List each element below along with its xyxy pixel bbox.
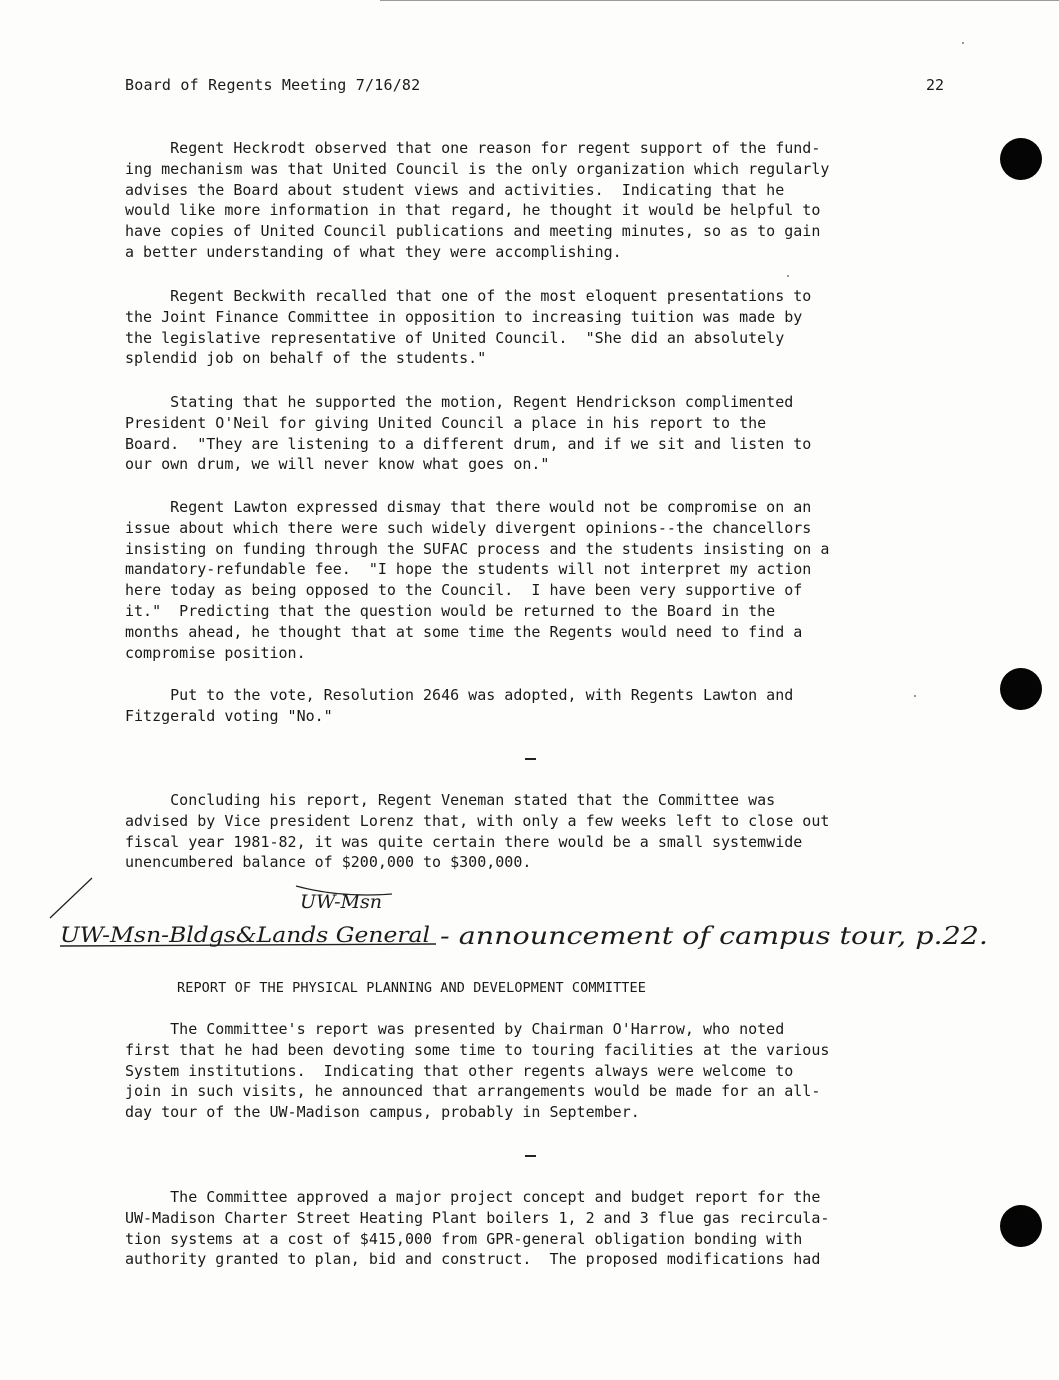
text-line: first that he had been devoting some time to touring facilities at the various (125, 1040, 830, 1059)
paragraph-veneman (125, 790, 945, 873)
text-line: fiscal year 1981-82, it was quite certain there would be a small systemwide (125, 832, 803, 851)
scan-speck (962, 42, 964, 44)
text-line: here today as being opposed to the Council. I have been very supportive of (125, 581, 803, 600)
text-line: join in such visits, he announced that arrangements would be made for an all- (125, 1082, 821, 1101)
handwritten-slash-mark (50, 878, 92, 918)
scan-speck (787, 275, 789, 277)
text-line: our own drum, we will never know what goes on." (125, 455, 550, 474)
text-line: Regent Lawton expressed dismay that there would not be compromise on an (125, 498, 812, 516)
text-line: advises the Board about student views and activities. Indicating that he (125, 180, 785, 199)
punch-hole (1000, 138, 1042, 180)
text-line: Put to the vote, Resolution 2646 was adopted, with Regents Lawton and (125, 686, 794, 704)
text-line: day tour of the UW-Madison campus, probably in September. (125, 1103, 640, 1122)
paragraph-vote (125, 685, 945, 727)
text-line: Fitzgerald voting "No." (125, 706, 333, 725)
text-line: The Committee approved a major project concept and budget report for the (125, 1188, 821, 1206)
text-line: tion systems at a cost of $415,000 from GPR-general obligation bonding with (125, 1229, 803, 1248)
text-line: The Committee's report was presented by Chairman O'Harrow, who noted (125, 1020, 785, 1038)
text-line: UW-Madison Charter Street Heating Plant boilers 1, 2 and 3 flue gas recircula- (125, 1208, 830, 1227)
text-line: would like more information in that regard, he thought it would be helpful to (125, 201, 821, 220)
punch-hole (1000, 668, 1042, 710)
section-separator-dash (525, 1155, 536, 1157)
handwritten-note-above: UW-Msn (300, 891, 383, 913)
handwritten-note-right: - announcement of campus tour, p.22. (440, 922, 988, 950)
scan-speck (914, 695, 916, 697)
page-header-title: Board of Regents Meeting 7/16/82 (125, 76, 421, 94)
text-line: the legislative representative of United Council. "She did an absolutely (125, 328, 785, 347)
text-line: splendid job on behalf of the students." (125, 349, 487, 368)
text-line: compromise position. (125, 643, 306, 662)
text-line: it." Predicting that the question would be returned to the Board in the (125, 601, 776, 620)
text-line: insisting on funding through the SUFAC process and the students insisting on a (125, 539, 830, 558)
text-line: Concluding his report, Regent Veneman stated that the Committee was (125, 791, 776, 809)
text-line: Regent Heckrodt observed that one reason for regent support of the fund- (125, 139, 821, 157)
text-line: Stating that he supported the motion, Regent Hendrickson complimented (125, 393, 794, 411)
paragraph-heckrodt (125, 138, 945, 263)
section-heading-physical-planning: REPORT OF THE PHYSICAL PLANNING AND DEVELOPMENT COMMITTEE (177, 980, 646, 996)
paragraph-heating-plant (125, 1187, 945, 1270)
text-line: President O'Neil for giving United Council a place in his report to the (125, 413, 767, 432)
text-line: ing mechanism was that United Council is the only organization which regularly (125, 159, 830, 178)
section-separator-dash (525, 758, 536, 760)
punch-hole (1000, 1205, 1042, 1247)
text-line: authority granted to plan, bid and construct. The proposed modifications had (125, 1250, 821, 1269)
text-line: Board. "They are listening to a different drum, and if we sit and listen to (125, 434, 812, 453)
paragraph-oharrow (125, 1019, 945, 1123)
text-line: System institutions. Indicating that other regents always were welcome to (125, 1061, 794, 1080)
scan-edge-line (380, 0, 1059, 1)
page-number: 22 (926, 76, 945, 94)
handwritten-annotation (0, 870, 1059, 970)
text-line: months ahead, he thought that at some time the Regents would need to find a (125, 622, 803, 641)
text-line: a better understanding of what they were accomplishing. (125, 242, 622, 261)
paragraph-beckwith (125, 286, 945, 369)
handwritten-note-left: UW-Msn-Bldgs&Lands General (60, 923, 431, 947)
text-line: Regent Beckwith recalled that one of the most eloquent presentations to (125, 287, 812, 305)
paragraph-hendrickson (125, 392, 945, 475)
text-line: unencumbered balance of $200,000 to $300,000. (125, 853, 532, 872)
text-line: have copies of United Council publications and meeting minutes, so as to gain (125, 222, 821, 241)
text-line: the Joint Finance Committee in opposition to increasing tuition was made by (125, 307, 803, 326)
text-line: mandatory-refundable fee. "I hope the students will not interpret my action (125, 560, 812, 579)
text-line: advised by Vice president Lorenz that, with only a few weeks left to close out (125, 811, 830, 830)
paragraph-lawton (125, 497, 945, 663)
text-line: issue about which there were such widely divergent opinions--the chancellors (125, 518, 812, 537)
